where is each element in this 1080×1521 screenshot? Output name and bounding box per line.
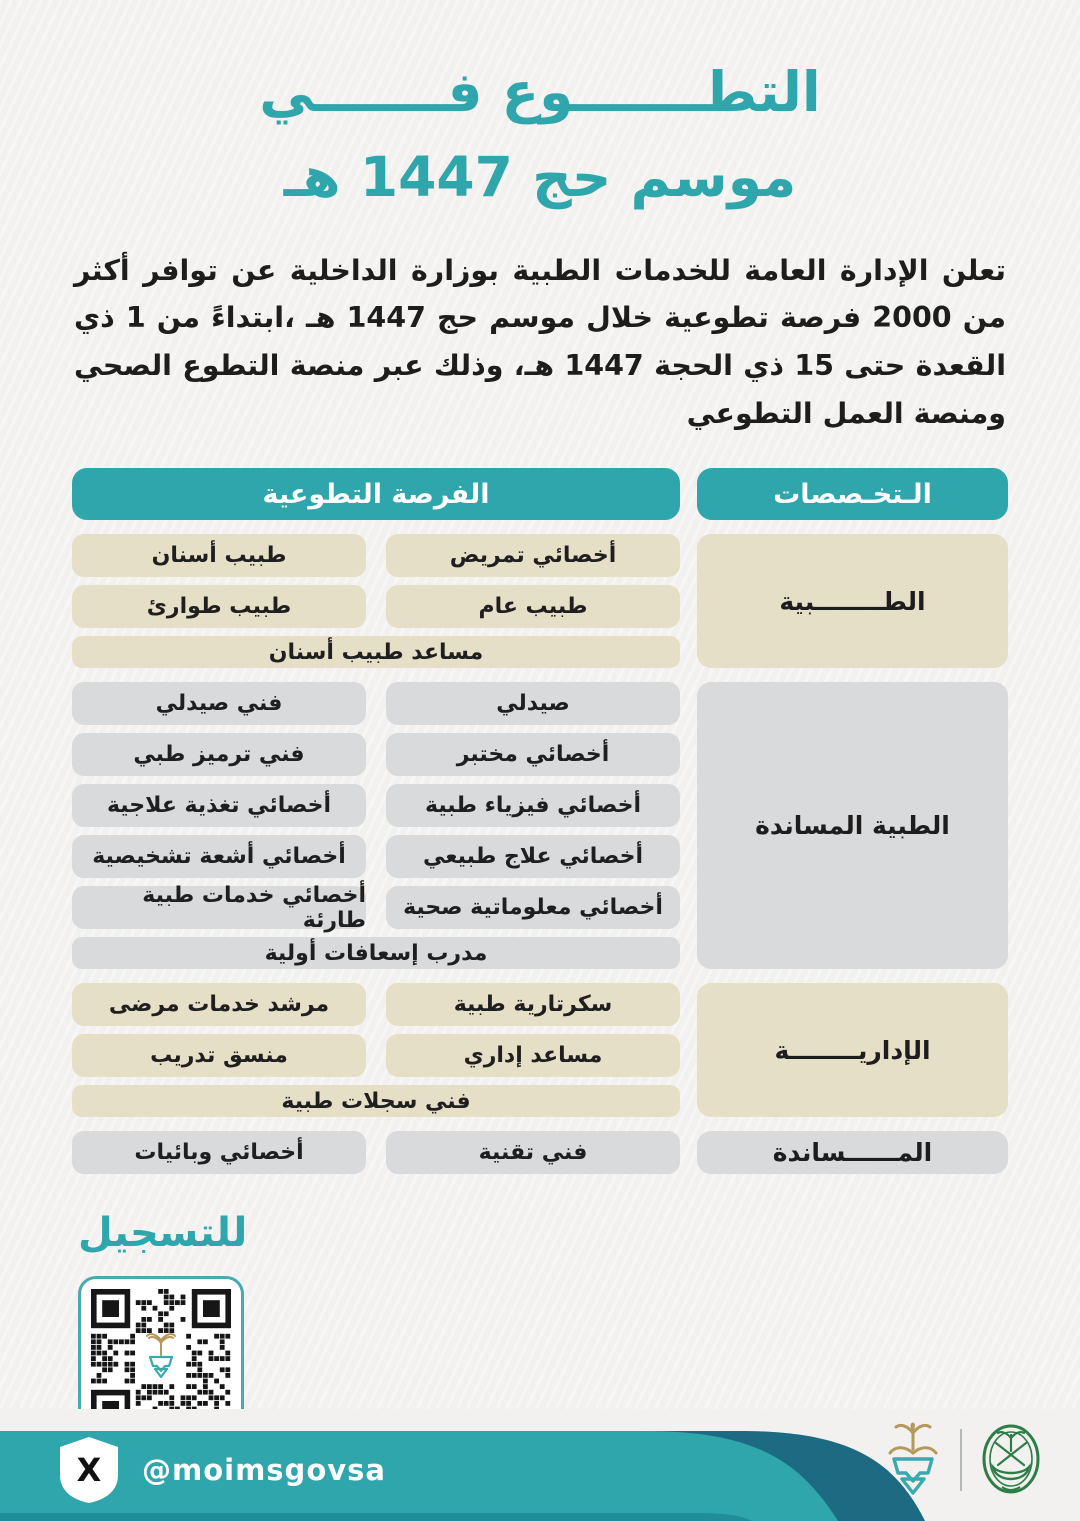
opportunity-pill: فني ترميز طبي [72, 733, 366, 776]
category-box: الطبية المساندة [697, 682, 1008, 969]
intro-text: تعلن الإدارة العامة للخدمات الطبية بوزارة الداخلية عن توافر أكثر من 2000 فرصة تطوعية خلال موسم حج 1447 هـ ،ابتداءً من 1 ذي القعدة حتى 15 ذي الحجة 1447 هـ، وذلك عبر منصة التطوع الصحي ومنصة العمل التطوعي [74, 253, 1007, 431]
footer-wave-strip [0, 1513, 752, 1521]
page-title-line2: موسم حج 1447 هـ [283, 145, 797, 210]
opportunity-pill: صيدلي [386, 682, 680, 725]
opportunity-pill: فني تقنية [386, 1131, 680, 1174]
opportunity-pill: مساعد إداري [386, 1034, 680, 1077]
registration-label: للتسجيل [78, 1210, 248, 1256]
footer [0, 1409, 1080, 1521]
category-box: الطــــــــبية [697, 534, 1008, 668]
table-section [72, 682, 1008, 969]
category-box: المــــــساندة [697, 1131, 1008, 1174]
opportunity-pill: أخصائي تمريض [386, 534, 680, 577]
page-title-line1: التطـــــــوع فـــــــي [259, 60, 821, 124]
category-box: الإداريــــــــة [697, 983, 1008, 1117]
medical-services-logo [882, 1421, 944, 1499]
opportunity-pill: أخصائي علاج طبيعي [386, 835, 680, 878]
footer-social [56, 1435, 386, 1505]
logo-divider [960, 1429, 962, 1491]
page-title [0, 0, 1080, 221]
opportunity-pill: أخصائي أشعة تشخيصية [72, 835, 366, 878]
opportunity-pill: أخصائي معلوماتية صحية [386, 886, 680, 929]
table-section [72, 983, 1008, 1117]
svg-text:X: X [76, 1451, 102, 1489]
opportunity-pill: طبيب أسنان [72, 534, 366, 577]
table-header-row [72, 468, 1008, 520]
opportunity-pill: مرشد خدمات مرضى [72, 983, 366, 1026]
x-handle: @moimsgovsa [142, 1453, 386, 1487]
qr-code-pattern [91, 1289, 231, 1429]
opportunity-pill: منسق تدريب [72, 1034, 366, 1077]
moi-emblem [978, 1421, 1044, 1499]
opportunity-pill: أخصائي وبائيات [72, 1131, 366, 1174]
table-section [72, 1131, 1008, 1174]
opportunity-pill: طبيب طوارئ [72, 585, 366, 628]
opportunity-pill: فني سجلات طبية [72, 1085, 680, 1117]
opportunity-pill: مدرب إسعافات أولية [72, 937, 680, 969]
opportunity-pill: أخصائي فيزياء طبية [386, 784, 680, 827]
opportunity-header: الفرصة التطوعية [72, 468, 680, 520]
opportunity-pill: أخصائي مختبر [386, 733, 680, 776]
registration-section [0, 1174, 1080, 1442]
footer-logos [882, 1421, 1044, 1499]
opportunity-pill: سكرتارية طبية [386, 983, 680, 1026]
opportunity-pill: أخصائي تغذية علاجية [72, 784, 366, 827]
opportunity-pill: فني صيدلي [72, 682, 366, 725]
specialty-table [72, 468, 1008, 1174]
opportunity-pill: طبيب عام [386, 585, 680, 628]
specialty-header: الـتخـصصات [697, 468, 1008, 520]
opportunity-pill: أخصائي خدمات طبية طارئة [72, 886, 366, 929]
x-shield-icon [56, 1435, 122, 1505]
opportunity-pill: مساعد طبيب أسنان [72, 636, 680, 668]
table-section [72, 534, 1008, 668]
